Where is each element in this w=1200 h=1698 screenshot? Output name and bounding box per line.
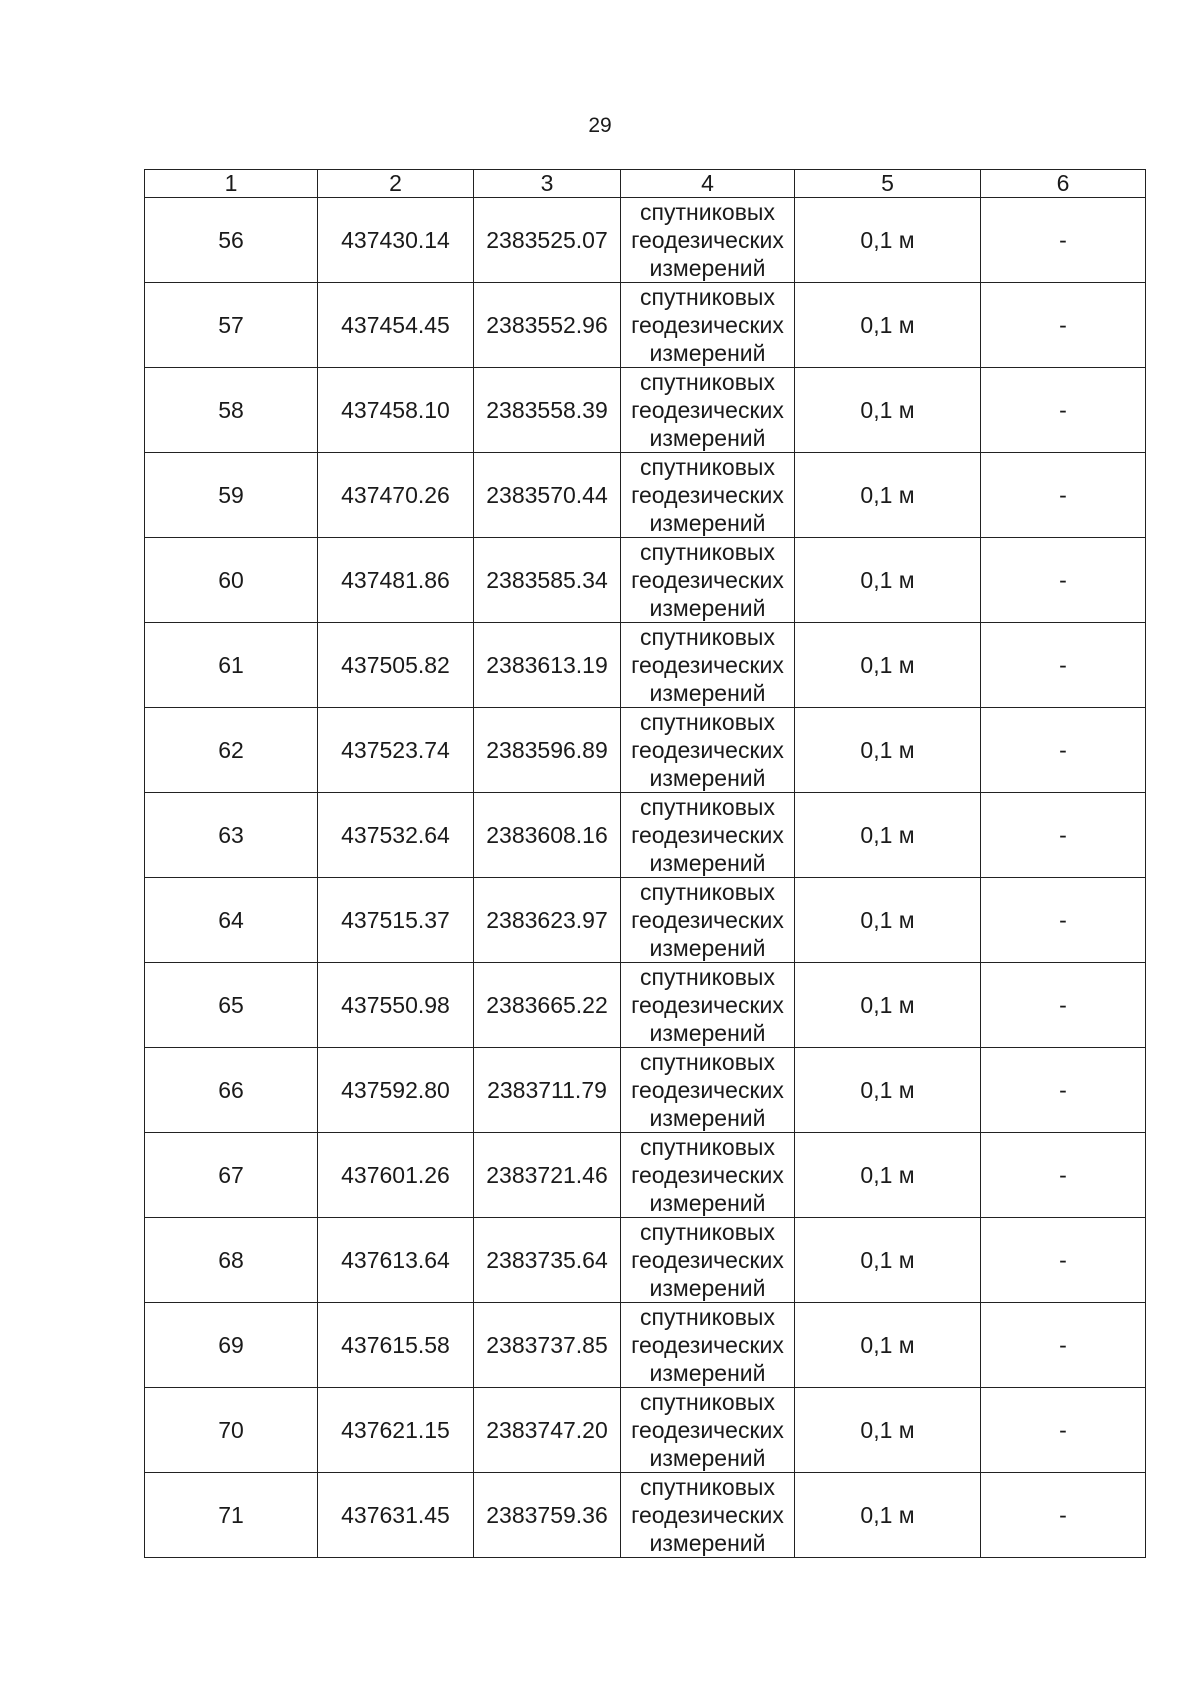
method-text: спутниковых геодезических измерений xyxy=(631,709,784,791)
method-text: спутниковых геодезических измерений xyxy=(631,964,784,1046)
accuracy-cell: 0,1 м xyxy=(795,538,981,623)
accuracy-cell: 0,1 м xyxy=(795,368,981,453)
column-header-3: 3 xyxy=(474,170,621,198)
method-text: спутниковых геодезических измерений xyxy=(631,539,784,621)
point-number-cell: 58 xyxy=(145,368,318,453)
y-coordinate-cell: 2383747.20 xyxy=(474,1388,621,1473)
point-number-cell: 64 xyxy=(145,878,318,963)
page-number: 29 xyxy=(588,114,612,137)
accuracy-cell: 0,1 м xyxy=(795,1048,981,1133)
method-text: спутниковых геодезических измерений xyxy=(631,284,784,366)
y-coordinate-cell: 2383570.44 xyxy=(474,453,621,538)
method-cell xyxy=(621,623,795,708)
method-cell xyxy=(621,1048,795,1133)
note-cell: - xyxy=(981,708,1146,793)
y-coordinate-cell: 2383613.19 xyxy=(474,623,621,708)
y-coordinate-cell: 2383608.16 xyxy=(474,793,621,878)
note-cell: - xyxy=(981,453,1146,538)
x-coordinate-cell: 437631.45 xyxy=(318,1473,474,1558)
x-coordinate-cell: 437613.64 xyxy=(318,1218,474,1303)
method-text: спутниковых геодезических измерений xyxy=(631,454,784,536)
y-coordinate-cell: 2383759.36 xyxy=(474,1473,621,1558)
coordinates-table xyxy=(144,169,1146,1558)
accuracy-cell: 0,1 м xyxy=(795,198,981,283)
note-cell: - xyxy=(981,1473,1146,1558)
table-row xyxy=(145,538,1146,623)
accuracy-cell: 0,1 м xyxy=(795,1303,981,1388)
table-row xyxy=(145,1133,1146,1218)
method-cell xyxy=(621,198,795,283)
table-row xyxy=(145,368,1146,453)
method-text: спутниковых геодезических измерений xyxy=(631,1389,784,1471)
method-cell xyxy=(621,1218,795,1303)
note-cell: - xyxy=(981,963,1146,1048)
point-number-cell: 56 xyxy=(145,198,318,283)
note-cell: - xyxy=(981,1133,1146,1218)
method-text: спутниковых геодезических измерений xyxy=(631,794,784,876)
point-number-cell: 66 xyxy=(145,1048,318,1133)
y-coordinate-cell: 2383585.34 xyxy=(474,538,621,623)
table-row xyxy=(145,623,1146,708)
accuracy-cell: 0,1 м xyxy=(795,623,981,708)
point-number-cell: 62 xyxy=(145,708,318,793)
accuracy-cell: 0,1 м xyxy=(795,1218,981,1303)
table-row xyxy=(145,453,1146,538)
note-cell: - xyxy=(981,198,1146,283)
method-text: спутниковых геодезических измерений xyxy=(631,624,784,706)
method-text: спутниковых геодезических измерений xyxy=(631,1304,784,1386)
table-row xyxy=(145,963,1146,1048)
y-coordinate-cell: 2383665.22 xyxy=(474,963,621,1048)
note-cell: - xyxy=(981,878,1146,963)
note-cell: - xyxy=(981,1218,1146,1303)
table-row xyxy=(145,878,1146,963)
x-coordinate-cell: 437523.74 xyxy=(318,708,474,793)
method-text: спутниковых геодезических измерений xyxy=(631,1474,784,1556)
table-row xyxy=(145,1048,1146,1133)
point-number-cell: 57 xyxy=(145,283,318,368)
point-number-cell: 61 xyxy=(145,623,318,708)
x-coordinate-cell: 437454.45 xyxy=(318,283,474,368)
method-cell xyxy=(621,368,795,453)
method-cell xyxy=(621,963,795,1048)
column-header-2: 2 xyxy=(318,170,474,198)
method-text: спутниковых геодезических измерений xyxy=(631,369,784,451)
column-header-1: 1 xyxy=(145,170,318,198)
method-cell xyxy=(621,793,795,878)
method-cell xyxy=(621,1388,795,1473)
accuracy-cell: 0,1 м xyxy=(795,1388,981,1473)
accuracy-cell: 0,1 м xyxy=(795,1473,981,1558)
x-coordinate-cell: 437615.58 xyxy=(318,1303,474,1388)
method-cell xyxy=(621,538,795,623)
method-text: спутниковых геодезических измерений xyxy=(631,199,784,281)
accuracy-cell: 0,1 м xyxy=(795,708,981,793)
x-coordinate-cell: 437470.26 xyxy=(318,453,474,538)
column-header-4: 4 xyxy=(621,170,795,198)
point-number-cell: 67 xyxy=(145,1133,318,1218)
note-cell: - xyxy=(981,1303,1146,1388)
x-coordinate-cell: 437430.14 xyxy=(318,198,474,283)
table-row xyxy=(145,198,1146,283)
x-coordinate-cell: 437592.80 xyxy=(318,1048,474,1133)
note-cell: - xyxy=(981,1048,1146,1133)
y-coordinate-cell: 2383525.07 xyxy=(474,198,621,283)
x-coordinate-cell: 437505.82 xyxy=(318,623,474,708)
method-cell xyxy=(621,1303,795,1388)
note-cell: - xyxy=(981,623,1146,708)
table-row xyxy=(145,1473,1146,1558)
x-coordinate-cell: 437481.86 xyxy=(318,538,474,623)
point-number-cell: 63 xyxy=(145,793,318,878)
note-cell: - xyxy=(981,283,1146,368)
table-row xyxy=(145,283,1146,368)
x-coordinate-cell: 437601.26 xyxy=(318,1133,474,1218)
table-body xyxy=(145,198,1146,1558)
table-row xyxy=(145,708,1146,793)
point-number-cell: 68 xyxy=(145,1218,318,1303)
column-header-6: 6 xyxy=(981,170,1146,198)
y-coordinate-cell: 2383596.89 xyxy=(474,708,621,793)
note-cell: - xyxy=(981,1388,1146,1473)
accuracy-cell: 0,1 м xyxy=(795,878,981,963)
note-cell: - xyxy=(981,368,1146,453)
method-cell xyxy=(621,1473,795,1558)
method-cell xyxy=(621,1133,795,1218)
x-coordinate-cell: 437550.98 xyxy=(318,963,474,1048)
table-row xyxy=(145,1218,1146,1303)
table-row xyxy=(145,793,1146,878)
accuracy-cell: 0,1 м xyxy=(795,1133,981,1218)
x-coordinate-cell: 437621.15 xyxy=(318,1388,474,1473)
method-cell xyxy=(621,878,795,963)
point-number-cell: 71 xyxy=(145,1473,318,1558)
note-cell: - xyxy=(981,538,1146,623)
method-text: спутниковых геодезических измерений xyxy=(631,1134,784,1216)
accuracy-cell: 0,1 м xyxy=(795,793,981,878)
method-text: спутниковых геодезических измерений xyxy=(631,1049,784,1131)
table-row xyxy=(145,1303,1146,1388)
point-number-cell: 59 xyxy=(145,453,318,538)
note-cell: - xyxy=(981,793,1146,878)
accuracy-cell: 0,1 м xyxy=(795,963,981,1048)
y-coordinate-cell: 2383735.64 xyxy=(474,1218,621,1303)
point-number-cell: 69 xyxy=(145,1303,318,1388)
method-cell xyxy=(621,708,795,793)
method-cell xyxy=(621,453,795,538)
y-coordinate-cell: 2383711.79 xyxy=(474,1048,621,1133)
x-coordinate-cell: 437458.10 xyxy=(318,368,474,453)
table-header-row xyxy=(145,170,1146,198)
method-text: спутниковых геодезических измерений xyxy=(631,1219,784,1301)
x-coordinate-cell: 437515.37 xyxy=(318,878,474,963)
y-coordinate-cell: 2383737.85 xyxy=(474,1303,621,1388)
x-coordinate-cell: 437532.64 xyxy=(318,793,474,878)
method-cell xyxy=(621,283,795,368)
method-text: спутниковых геодезических измерений xyxy=(631,879,784,961)
point-number-cell: 60 xyxy=(145,538,318,623)
column-header-5: 5 xyxy=(795,170,981,198)
point-number-cell: 65 xyxy=(145,963,318,1048)
y-coordinate-cell: 2383552.96 xyxy=(474,283,621,368)
accuracy-cell: 0,1 м xyxy=(795,283,981,368)
table-row xyxy=(145,1388,1146,1473)
y-coordinate-cell: 2383623.97 xyxy=(474,878,621,963)
point-number-cell: 70 xyxy=(145,1388,318,1473)
accuracy-cell: 0,1 м xyxy=(795,453,981,538)
y-coordinate-cell: 2383721.46 xyxy=(474,1133,621,1218)
y-coordinate-cell: 2383558.39 xyxy=(474,368,621,453)
